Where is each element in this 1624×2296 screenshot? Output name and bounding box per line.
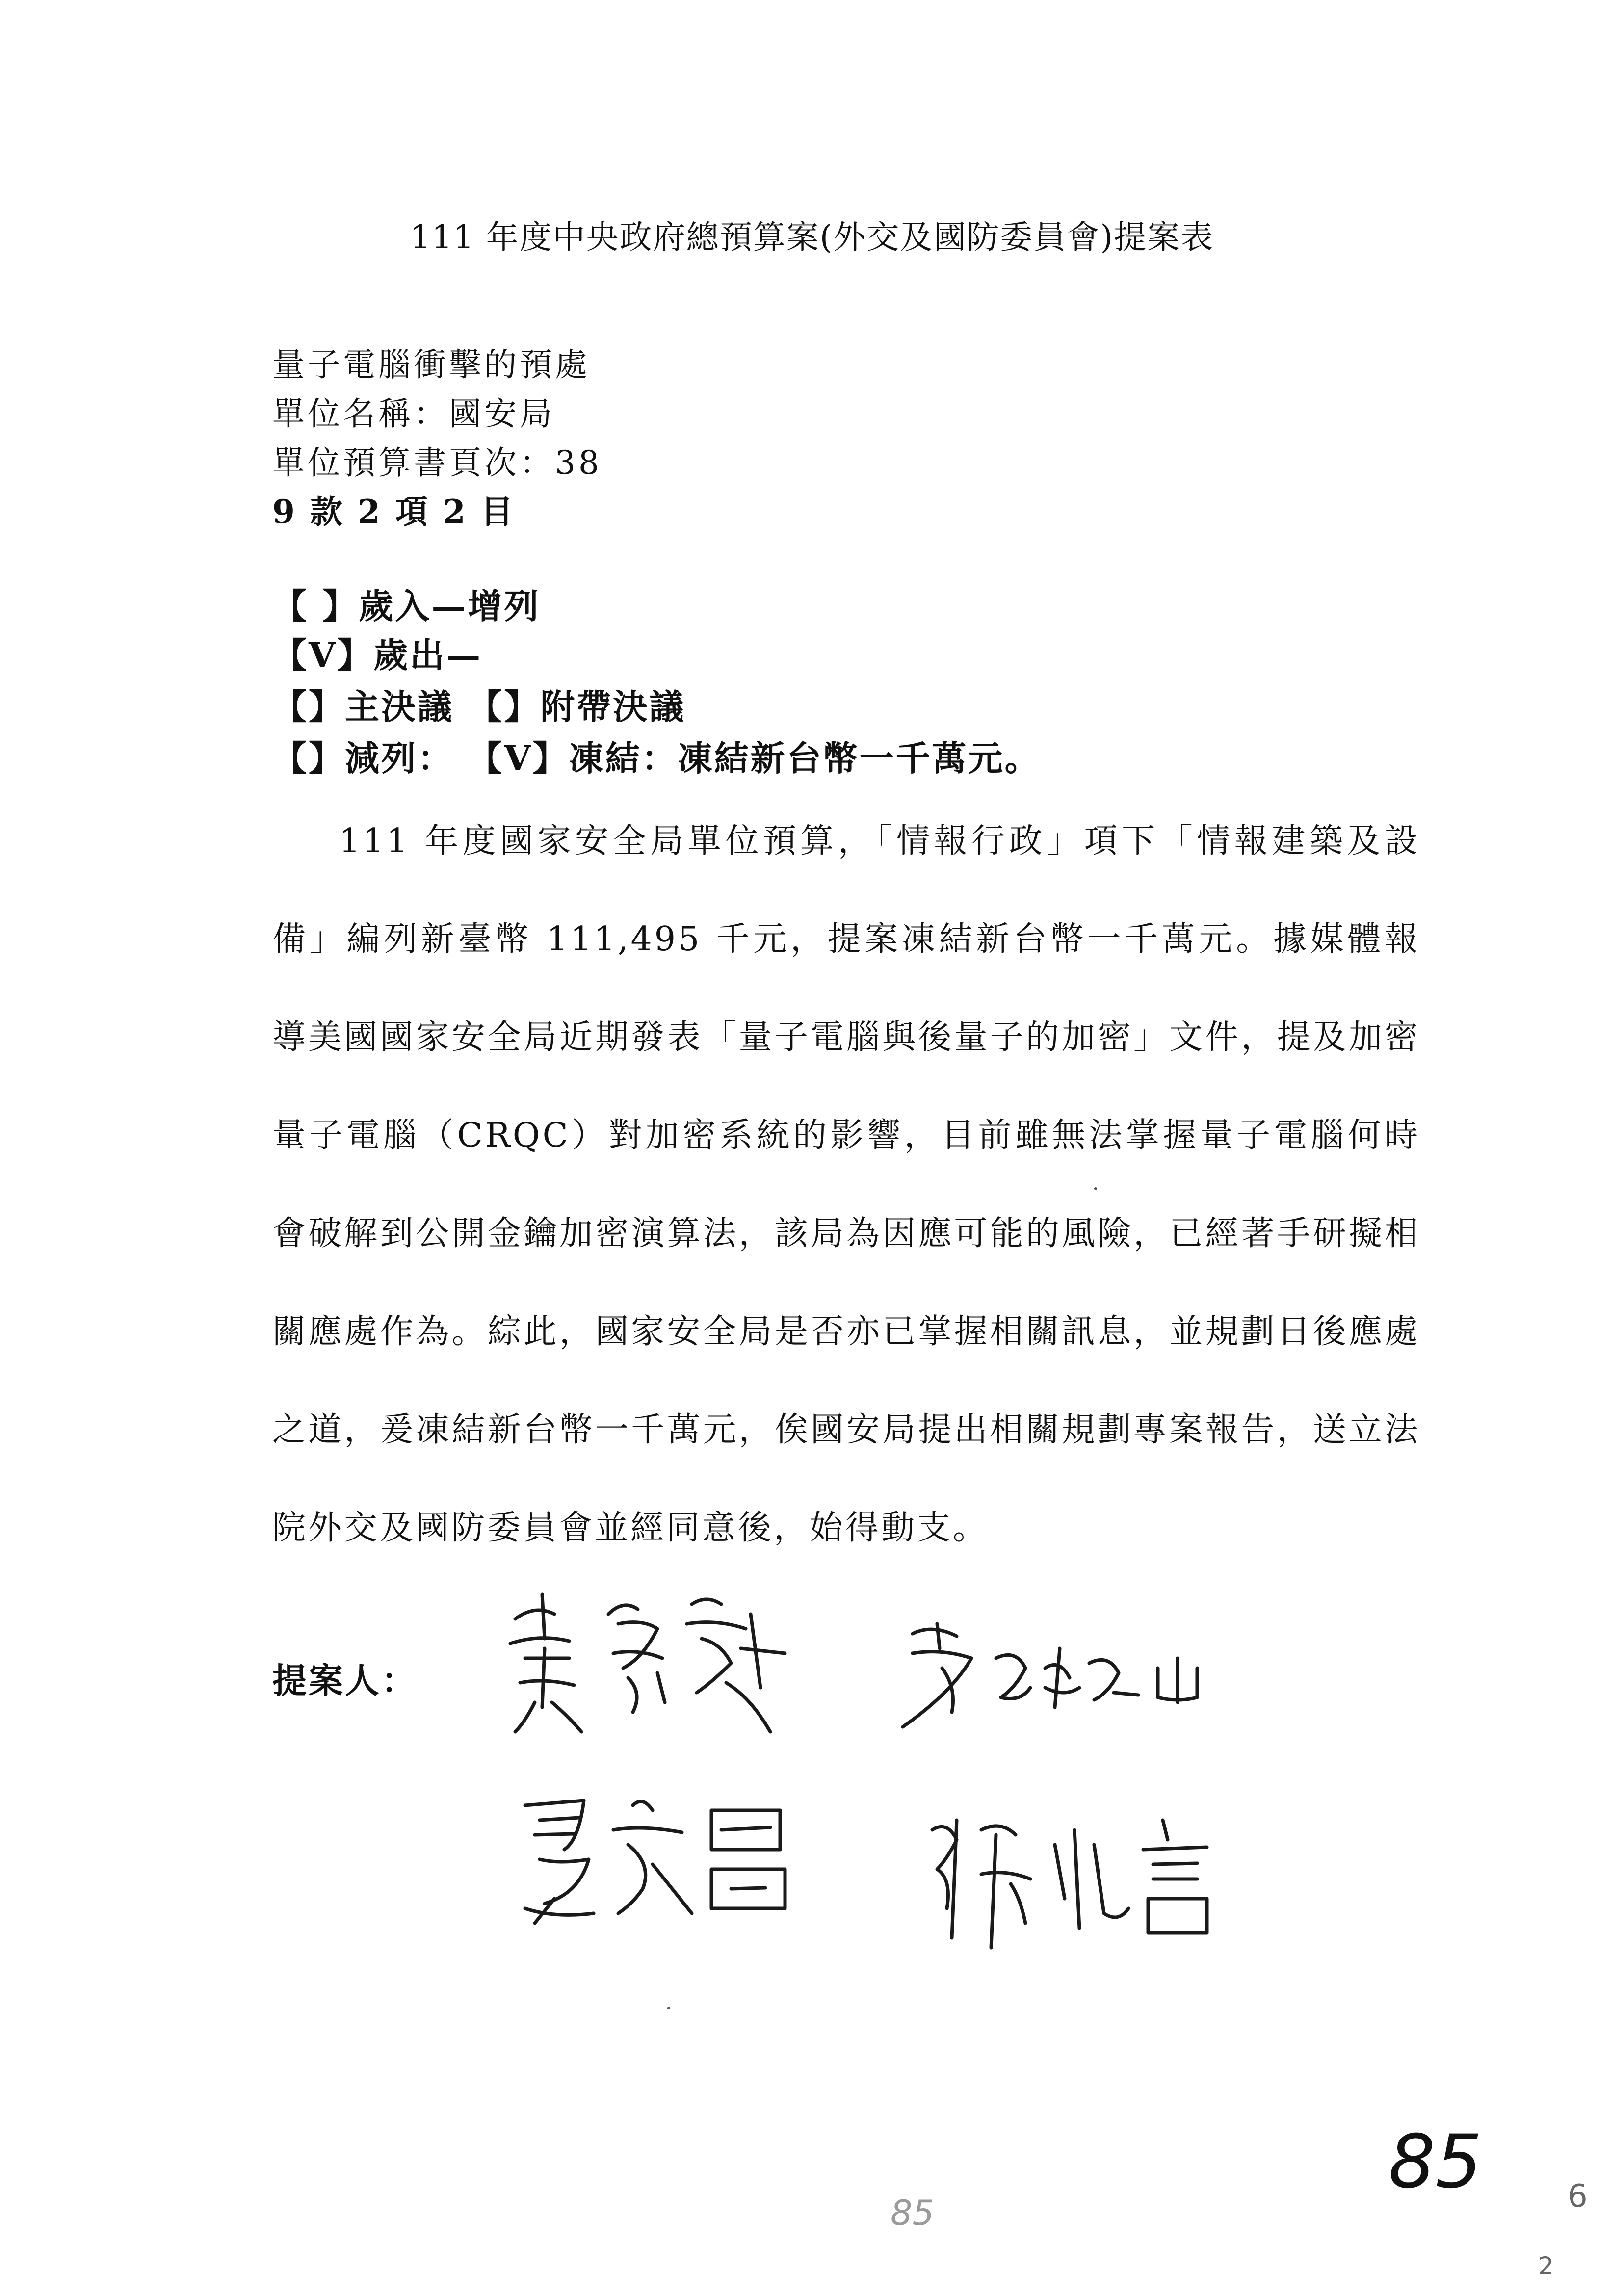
document-title: 111 年度中央政府總預算案(外交及國防委員會)提案表	[410, 218, 1214, 256]
budget-page: 單位預算書頁次：38	[272, 444, 602, 482]
signature-3	[505, 1776, 810, 1928]
signature-4	[913, 1800, 1266, 1957]
page-number: 85	[1388, 2119, 1482, 2205]
signature-2	[883, 1614, 1227, 1742]
option-revenue-increase: 【 】歲入—增列	[272, 586, 541, 626]
option-reduce-freeze: 【】減列： 【V】凍結：凍結新台幣一千萬元。	[272, 738, 1041, 779]
page-number-faint: 85	[891, 2193, 935, 2233]
margin-mark-bottom: 2	[1538, 2252, 1554, 2280]
scan-speck	[1094, 1187, 1097, 1190]
budget-section: 9 款 2 項 2 目	[272, 493, 515, 531]
scan-speck	[667, 2007, 670, 2009]
option-expenditure: 【V】歲出—	[272, 635, 483, 676]
signature-1	[496, 1585, 810, 1742]
proposal-body: 111 年度國家安全局單位預算，「情報行政」項下「情報建築及設備」編列新臺幣 111,495 千元，提案凍結新台幣一千萬元。據媒體報導美國國家安全局近期發表「量子電腦與後量子的加密」文件，提及加密量子電腦（CRQC）對加密系統的影響，目前雖無法掌握量子電腦何時會破解到公開金鑰加密演算法，該局為因應可能的風險，已經著手研擬相關應處作為。綜此，國家安全局是否亦已掌握相關訊息，並規劃日後應處之道，爰凍結新台幣一千萬元，俟國安局提出相關規劃專案報告，送立法院外交及國防委員會並經同意後，始得動支。	[272, 822, 1420, 1547]
option-resolution: 【】主決議 【】附帶決議	[272, 686, 686, 727]
margin-mark-top: 6	[1568, 2178, 1588, 2215]
proposer-label: 提案人：	[272, 1660, 418, 1701]
unit-name: 單位名稱：國安局	[272, 395, 555, 433]
proposal-subject: 量子電腦衝擊的預處	[272, 346, 590, 384]
